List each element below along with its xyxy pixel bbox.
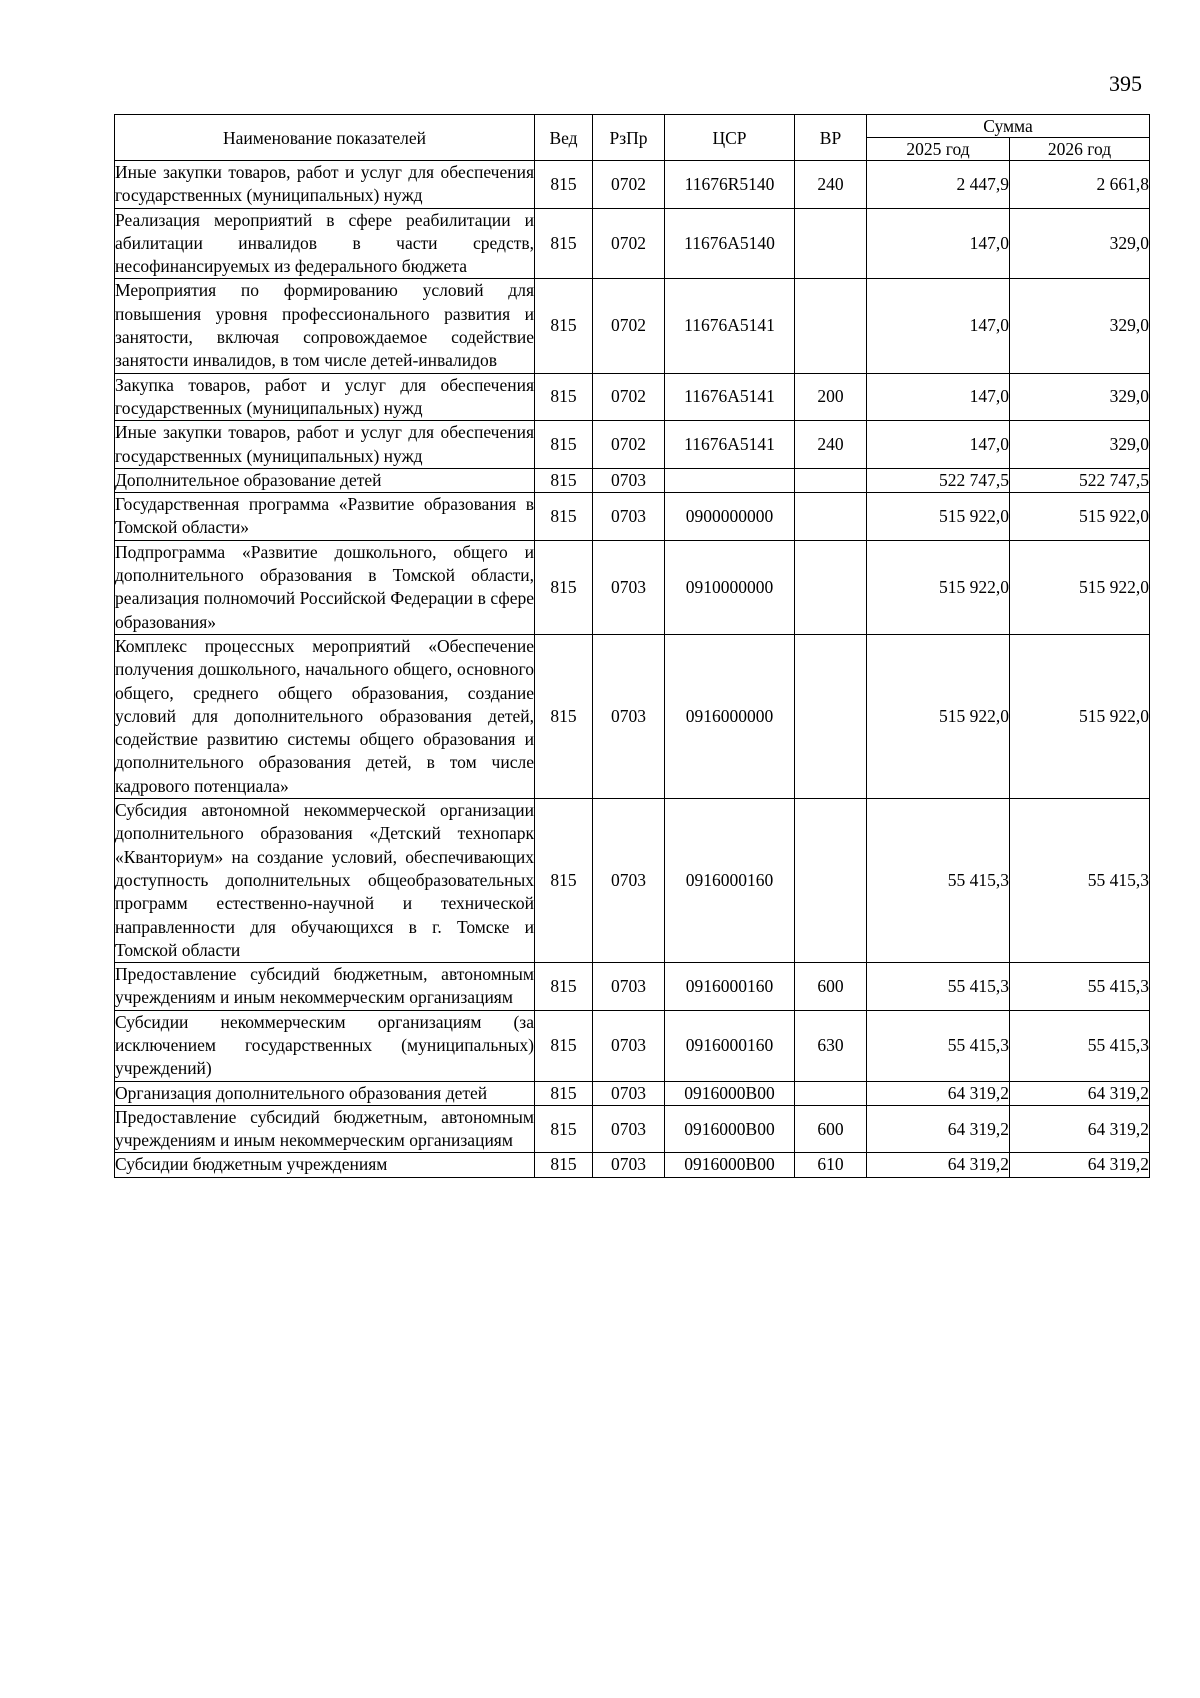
row-sum-2025: 55 415,3: [867, 1010, 1010, 1081]
row-name: Субсидии некоммерческим организациям (за исключением государственных (муниципальных) учреждений): [115, 1010, 535, 1081]
table-row: [115, 1153, 1150, 1177]
table-row: [115, 634, 1150, 798]
row-name: Комплекс процессных мероприятий «Обеспечение получения дошкольного, начального общего, основного общего, среднего общего образования, создание условий для дополнительного образования детей, содействие развитию системы общего образования и дополнительного образования детей, в том числе кадрового потенциала»: [115, 634, 535, 798]
header-rzpr: РзПр: [593, 115, 665, 161]
row-rzpr: 0703: [593, 1010, 665, 1081]
row-sum-2025: 64 319,2: [867, 1081, 1010, 1105]
table-row: [115, 208, 1150, 279]
table-body: [115, 161, 1150, 1178]
row-name: Реализация мероприятий в сфере реабилитации и абилитации инвалидов в части средств, несофинансируемых из федерального бюджета: [115, 208, 535, 279]
row-rzpr: 0703: [593, 634, 665, 798]
table-row: [115, 279, 1150, 373]
row-ved: 815: [535, 493, 593, 541]
row-rzpr: 0703: [593, 1105, 665, 1153]
row-name: Государственная программа «Развитие образования в Томской области»: [115, 493, 535, 541]
row-name: Субсидии бюджетным учреждениям: [115, 1153, 535, 1177]
row-rzpr: 0702: [593, 208, 665, 279]
row-name: Иные закупки товаров, работ и услуг для обеспечения государственных (муниципальных) нужд: [115, 421, 535, 469]
row-sum-2026: 55 415,3: [1010, 799, 1150, 963]
table-row: [115, 161, 1150, 209]
header-csr: ЦСР: [665, 115, 795, 161]
row-sum-2025: 522 747,5: [867, 468, 1010, 492]
row-sum-2026: 64 319,2: [1010, 1153, 1150, 1177]
row-rzpr: 0703: [593, 1081, 665, 1105]
row-ved: 815: [535, 634, 593, 798]
row-rzpr: 0703: [593, 963, 665, 1011]
row-rzpr: 0703: [593, 468, 665, 492]
row-sum-2026: 329,0: [1010, 421, 1150, 469]
row-ved: 815: [535, 208, 593, 279]
budget-table: [114, 114, 1150, 1178]
table-row: [115, 963, 1150, 1011]
row-csr: 0900000000: [665, 493, 795, 541]
row-vr: [795, 634, 867, 798]
row-vr: 200: [795, 373, 867, 421]
page-number: 395: [1109, 71, 1142, 96]
row-name: Подпрограмма «Развитие дошкольного, общего и дополнительного образования в Томской области, реализация полномочий Российской Федерации в сфере образования»: [115, 540, 535, 634]
row-ved: 815: [535, 1010, 593, 1081]
header-summa: Сумма: [867, 115, 1150, 138]
row-vr: [795, 493, 867, 541]
row-sum-2025: 147,0: [867, 421, 1010, 469]
row-csr: 0916000160: [665, 963, 795, 1011]
row-sum-2026: 329,0: [1010, 279, 1150, 373]
row-ved: 815: [535, 1105, 593, 1153]
row-sum-2026: 329,0: [1010, 208, 1150, 279]
table-row: [115, 468, 1150, 492]
header-name: Наименование показателей: [115, 115, 535, 161]
row-vr: [795, 279, 867, 373]
row-name: Иные закупки товаров, работ и услуг для обеспечения государственных (муниципальных) нужд: [115, 161, 535, 209]
row-name: Субсидия автономной некоммерческой организации дополнительного образования «Детский технопарк «Кванториум» на создание условий, обеспечивающих доступность дополнительных общеобразовательных программ естественно-научной и технической направленности для обучающихся в г. Томске и Томской области: [115, 799, 535, 963]
row-csr: 0916000B00: [665, 1081, 795, 1105]
row-name: Предоставление субсидий бюджетным, автономным учреждениям и иным некоммерческим организациям: [115, 1105, 535, 1153]
row-vr: 240: [795, 421, 867, 469]
row-csr: 11676A5141: [665, 279, 795, 373]
row-vr: 600: [795, 1105, 867, 1153]
table-row: [115, 421, 1150, 469]
row-csr: 0916000160: [665, 1010, 795, 1081]
row-sum-2025: 2 447,9: [867, 161, 1010, 209]
row-sum-2026: 329,0: [1010, 373, 1150, 421]
row-sum-2026: 55 415,3: [1010, 1010, 1150, 1081]
row-rzpr: 0702: [593, 373, 665, 421]
row-ved: 815: [535, 1081, 593, 1105]
row-csr: 0916000160: [665, 799, 795, 963]
row-vr: 240: [795, 161, 867, 209]
row-csr: 11676A5141: [665, 373, 795, 421]
table-row: [115, 1081, 1150, 1105]
table-row: [115, 1010, 1150, 1081]
row-sum-2026: 64 319,2: [1010, 1105, 1150, 1153]
row-ved: 815: [535, 1153, 593, 1177]
row-vr: [795, 208, 867, 279]
row-vr: 630: [795, 1010, 867, 1081]
table-header: [115, 115, 1150, 161]
row-sum-2025: 515 922,0: [867, 493, 1010, 541]
row-ved: 815: [535, 468, 593, 492]
row-name: Закупка товаров, работ и услуг для обеспечения государственных (муниципальных) нужд: [115, 373, 535, 421]
row-name: Организация дополнительного образования детей: [115, 1081, 535, 1105]
table-row: [115, 373, 1150, 421]
row-csr: 11676R5140: [665, 161, 795, 209]
row-ved: 815: [535, 540, 593, 634]
row-csr: 0916000000: [665, 634, 795, 798]
row-ved: 815: [535, 161, 593, 209]
row-rzpr: 0703: [593, 799, 665, 963]
row-rzpr: 0702: [593, 421, 665, 469]
row-vr: 600: [795, 963, 867, 1011]
table-row: [115, 493, 1150, 541]
row-sum-2026: 64 319,2: [1010, 1081, 1150, 1105]
row-rzpr: 0703: [593, 493, 665, 541]
row-rzpr: 0702: [593, 279, 665, 373]
row-vr: 610: [795, 1153, 867, 1177]
row-sum-2025: 55 415,3: [867, 799, 1010, 963]
table-row: [115, 1105, 1150, 1153]
row-sum-2026: 515 922,0: [1010, 634, 1150, 798]
row-ved: 815: [535, 963, 593, 1011]
row-sum-2025: 515 922,0: [867, 540, 1010, 634]
header-vr: ВР: [795, 115, 867, 161]
row-csr: 0916000B00: [665, 1105, 795, 1153]
row-sum-2025: 64 319,2: [867, 1105, 1010, 1153]
row-sum-2025: 147,0: [867, 208, 1010, 279]
row-vr: [795, 799, 867, 963]
row-sum-2025: 147,0: [867, 279, 1010, 373]
row-vr: [795, 540, 867, 634]
row-ved: 815: [535, 799, 593, 963]
row-sum-2026: 2 661,8: [1010, 161, 1150, 209]
row-csr: [665, 468, 795, 492]
row-vr: [795, 1081, 867, 1105]
row-sum-2025: 515 922,0: [867, 634, 1010, 798]
row-sum-2025: 147,0: [867, 373, 1010, 421]
row-name: Предоставление субсидий бюджетным, автономным учреждениям и иным некоммерческим организациям: [115, 963, 535, 1011]
row-ved: 815: [535, 421, 593, 469]
row-name: Дополнительное образование детей: [115, 468, 535, 492]
row-sum-2026: 515 922,0: [1010, 540, 1150, 634]
row-rzpr: 0703: [593, 540, 665, 634]
row-ved: 815: [535, 279, 593, 373]
row-vr: [795, 468, 867, 492]
header-ved: Вед: [535, 115, 593, 161]
row-ved: 815: [535, 373, 593, 421]
table-row: [115, 799, 1150, 963]
row-sum-2026: 55 415,3: [1010, 963, 1150, 1011]
header-year-2026: 2026 год: [1010, 138, 1150, 161]
row-rzpr: 0703: [593, 1153, 665, 1177]
row-sum-2025: 64 319,2: [867, 1153, 1010, 1177]
header-year-2025: 2025 год: [867, 138, 1010, 161]
row-sum-2025: 55 415,3: [867, 963, 1010, 1011]
row-sum-2026: 515 922,0: [1010, 493, 1150, 541]
row-sum-2026: 522 747,5: [1010, 468, 1150, 492]
row-csr: 0916000B00: [665, 1153, 795, 1177]
row-rzpr: 0702: [593, 161, 665, 209]
row-csr: 11676A5141: [665, 421, 795, 469]
row-name: Мероприятия по формированию условий для повышения уровня профессионального развития и занятости, включая сопровождаемое содействие занятости инвалидов, в том числе детей-инвалидов: [115, 279, 535, 373]
table-row: [115, 540, 1150, 634]
row-csr: 11676A5140: [665, 208, 795, 279]
row-csr: 0910000000: [665, 540, 795, 634]
